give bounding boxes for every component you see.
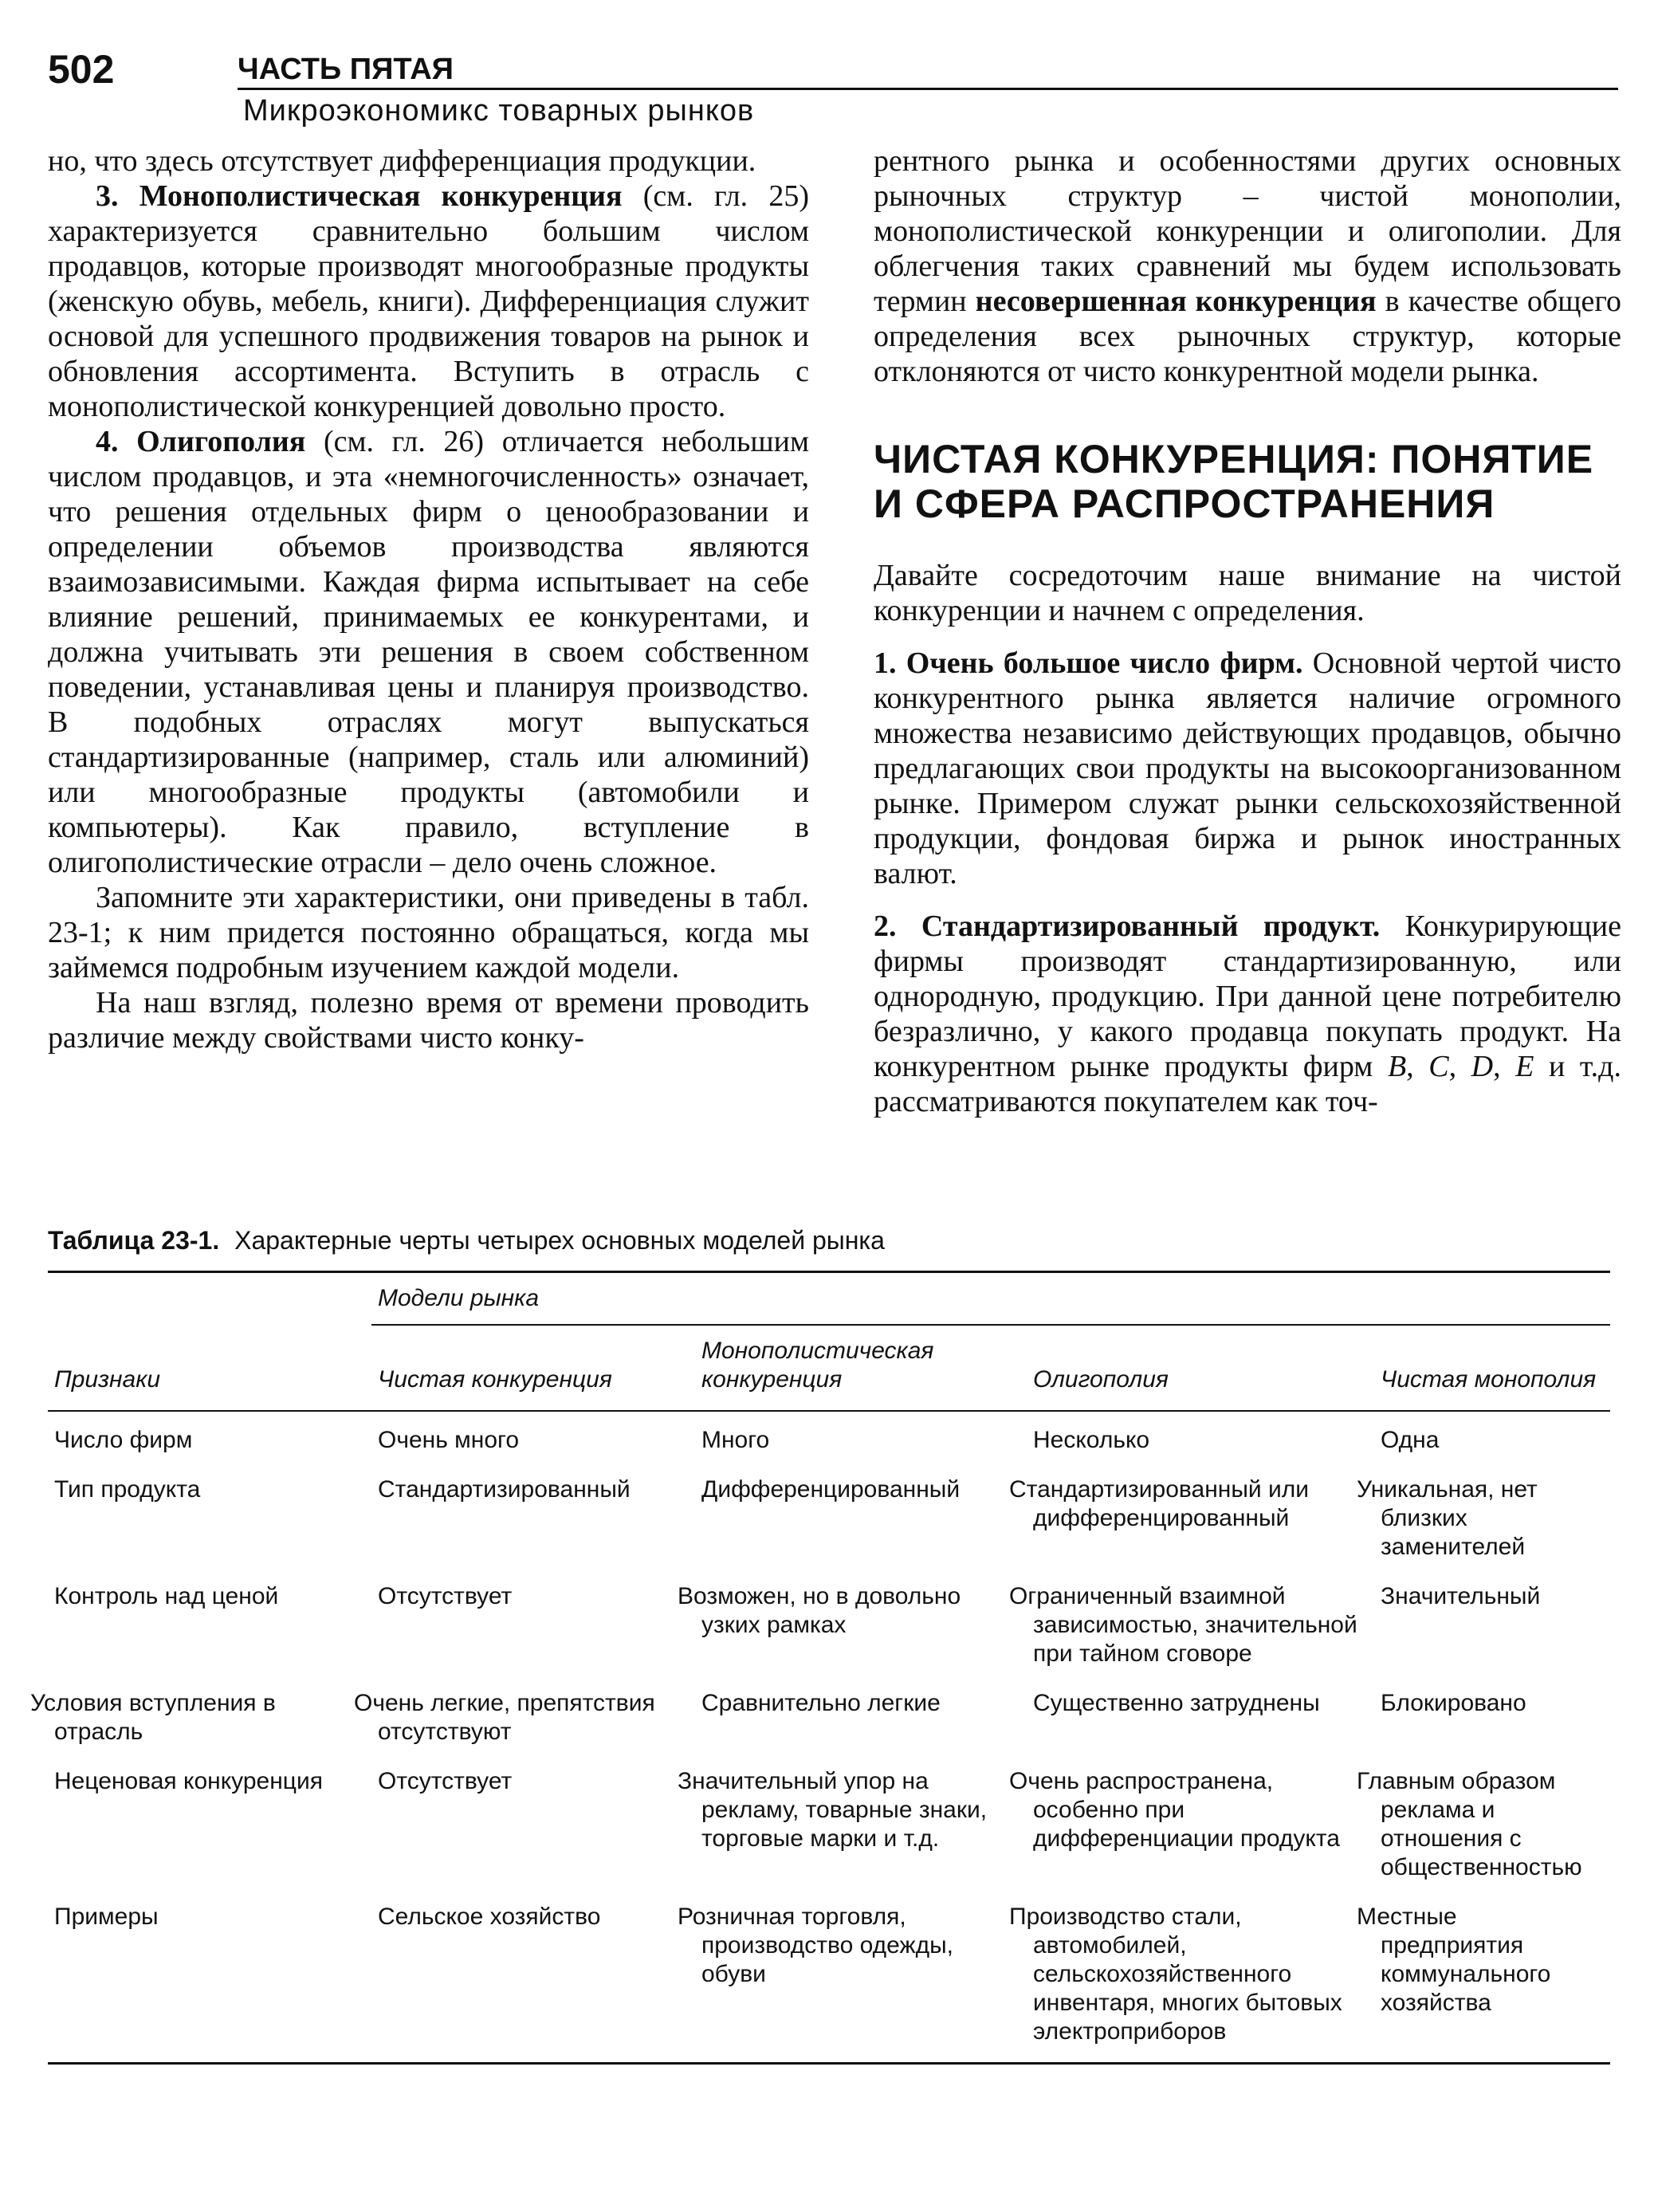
table-row (48, 1577, 1610, 1684)
firm-letter: C (1428, 1050, 1449, 1083)
table-cell: Очень много (378, 1427, 520, 1453)
table-cell: Значительный (1381, 1583, 1541, 1609)
term: 1. Очень большое число фирм. (874, 646, 1303, 680)
row-label: Примеры (54, 1904, 159, 1930)
table-row (48, 1762, 1610, 1898)
term: 2. Стандартизированный продукт. (874, 910, 1381, 943)
right-column (874, 143, 1621, 1119)
table-cell: Много (701, 1427, 770, 1453)
table-cell: Значительный упор на рекламу, товарные знаки, торговые марки и т.д. (678, 1768, 988, 1852)
table-cell: Блокировано (1381, 1690, 1526, 1716)
group-header: Модели рынка (371, 1272, 1610, 1326)
term: 4. Олигополия (96, 425, 306, 458)
table-cell: Стандартизированный или дифференцированный (1009, 1476, 1310, 1531)
paragraph-text: Основной чертой чисто конкурентного рынка является наличие огромного множества независимо действующих продавцов, обычно предлагающих свои продукты на высокоорганизованном рынке. Примером служат рынки сельскохозяйственной продукции, фондовая биржа и рынок иностранных валют. (874, 646, 1621, 890)
paragraph: Давайте сосредоточим наше внимание на чистой конкуренции и начнем с определения. (874, 559, 1621, 627)
column-header: Чистая конкуренция (371, 1325, 695, 1411)
table-cell: Ограниченный взаимной зависимостью, значительной при тайном сговоре (1009, 1583, 1357, 1667)
table-cell: Главным образом реклама и отношения с общественностью (1357, 1768, 1582, 1880)
page-number: 502 (48, 47, 115, 92)
table-cell: Возможен, но в довольно узких рамках (678, 1583, 961, 1638)
separator: , (1448, 1050, 1471, 1083)
table-cell: Одна (1381, 1427, 1440, 1453)
column-header: Признаки (48, 1325, 371, 1411)
table-cell: Уникальная, нет близких заменителей (1357, 1476, 1538, 1560)
row-label: Число фирм (54, 1427, 193, 1453)
row-label: Условия вступления в отрасль (30, 1690, 276, 1745)
row-label: Тип продукта (54, 1476, 201, 1503)
paragraph-text: и т.д. рассматриваются покупателем как точ- (874, 1050, 1621, 1118)
paragraph-text: рентного рынка и особенностями других основных рыночных структур – чистой монополии, монополистической конкуренции и олигополии. Для облегчения таких сравнений мы будем использовать термин (874, 144, 1621, 318)
table-caption (48, 1226, 885, 1255)
table-cell: Отсутствует (378, 1768, 513, 1794)
table-cell: Существенно затруднены (1033, 1690, 1320, 1716)
header-rule (238, 88, 1618, 90)
table-cell: Сравнительно легкие (701, 1690, 941, 1716)
page-header (48, 46, 1618, 142)
table-label: Таблица 23-1. (48, 1226, 220, 1255)
heading-line: ЧИСТАЯ КОНКУРЕНЦИЯ: ПОНЯТИЕ (874, 437, 1594, 481)
table-cell: Несколько (1033, 1427, 1150, 1453)
firm-letter: B (1387, 1050, 1407, 1083)
paragraph: Запомните эти характеристики, они приведены в табл. 23-1; к ним придется постоянно обращаться, когда мы займемся подробным изучением каждой модели. (48, 881, 809, 984)
table-cell: Стандартизированный (378, 1476, 631, 1503)
firm-letter: D (1471, 1050, 1494, 1083)
part-title: ЧАСТЬ ПЯТАЯ (238, 53, 454, 86)
paragraph-text: (см. гл. 25) характеризуется сравнительно большим числом продавцов, которые производят многообразные продукты (женскую обувь, мебель, книги). Дифференциация служит основой для успешного продвижения товаров на рынок и обновления ассортимента. Вступить в отрасль с монополистической конкуренцией довольно просто. (48, 179, 810, 423)
firm-letter: E (1515, 1050, 1534, 1083)
table-cell: Производство стали, автомобилей, сельскохозяйственного инвентаря, многих бытовых электроприборов (1009, 1904, 1342, 2045)
table-cell: Очень легкие, препятствия отсутствуют (354, 1690, 655, 1745)
paragraph: но, что здесь отсутствует дифференциация продукции. (48, 144, 756, 178)
table-cell: Отсутствует (378, 1583, 513, 1609)
paragraph: На наш взгляд, полезно время от времени проводить различие между свойствами чисто конку- (48, 986, 809, 1055)
table-cell: Сельское хозяйство (378, 1904, 601, 1930)
table-cell: Дифференцированный (701, 1476, 961, 1503)
table-row (48, 1411, 1610, 1471)
paragraph-text: Конкурирующие фирмы производят стандартизированную, или однородную, продукцию. При данной цене потребителю безразлично, у какого продавца покупать продукт. На конкурентном рынке продукты фирм (874, 910, 1621, 1083)
column-header-text: Монополистическая конкуренция (701, 1338, 934, 1393)
table-row (48, 1684, 1610, 1762)
column-header (695, 1325, 1027, 1411)
running-subtitle: Микроэкономикс товарных рынков (243, 94, 755, 128)
column-header: Олигополия (1027, 1325, 1374, 1411)
paragraph (874, 909, 1621, 1119)
paragraph (48, 424, 809, 880)
table-cell: Местные предприятия коммунального хозяйства (1357, 1904, 1551, 2016)
term: 3. Монополистическая конкуренция (96, 179, 623, 213)
paragraph-text: в качестве общего определения всех рыночных структур, которые отклоняются от чисто конкурентной модели рынка. (874, 285, 1621, 388)
term: несовершенная конкуренция (975, 285, 1377, 318)
heading-line: И СФЕРА РАСПРОСТРАНЕНИЯ (874, 481, 1495, 526)
table-title: Характерные черты четырех основных моделей рынка (234, 1226, 885, 1255)
column-header: Чистая монополия (1374, 1325, 1610, 1411)
table-cell: Очень распространена, особенно при дифференциации продукта (1009, 1768, 1340, 1852)
section-heading (874, 437, 1621, 526)
market-models-table (30, 1271, 1610, 2065)
left-column (48, 143, 809, 1055)
table-row (48, 1898, 1610, 2064)
row-label: Контроль над ценой (54, 1583, 279, 1609)
separator: , (1493, 1050, 1516, 1083)
table-cell: Розничная торговля, производство одежды, обуви (678, 1904, 953, 1987)
separator: , (1406, 1050, 1429, 1083)
paragraph (48, 179, 809, 424)
header-spacer (48, 1272, 371, 1326)
table-row (48, 1471, 1610, 1577)
paragraph (874, 646, 1621, 891)
paragraph-text: (см. гл. 26) отличается небольшим числом продавцов, и эта «немногочисленность» означает, что решения отдельных фирм о ценообразовании и определении объемов производства являются взаимозависимыми. Каждая фирма испытывает на себе влияние решений, принимаемых ее конкурентами, и должна учитывать эти решения в своем собственном поведении, устанавливая цены и планируя производство. В подобных отраслях могут выпускаться стандартизированные (например, сталь или алюминий) или многообразные продукты (автомобили и компьютеры). Как правило, вступление в олигополистические отрасли – дело очень сложное. (48, 425, 810, 879)
row-label: Неценовая конкуренция (54, 1768, 323, 1794)
paragraph (874, 143, 1621, 389)
